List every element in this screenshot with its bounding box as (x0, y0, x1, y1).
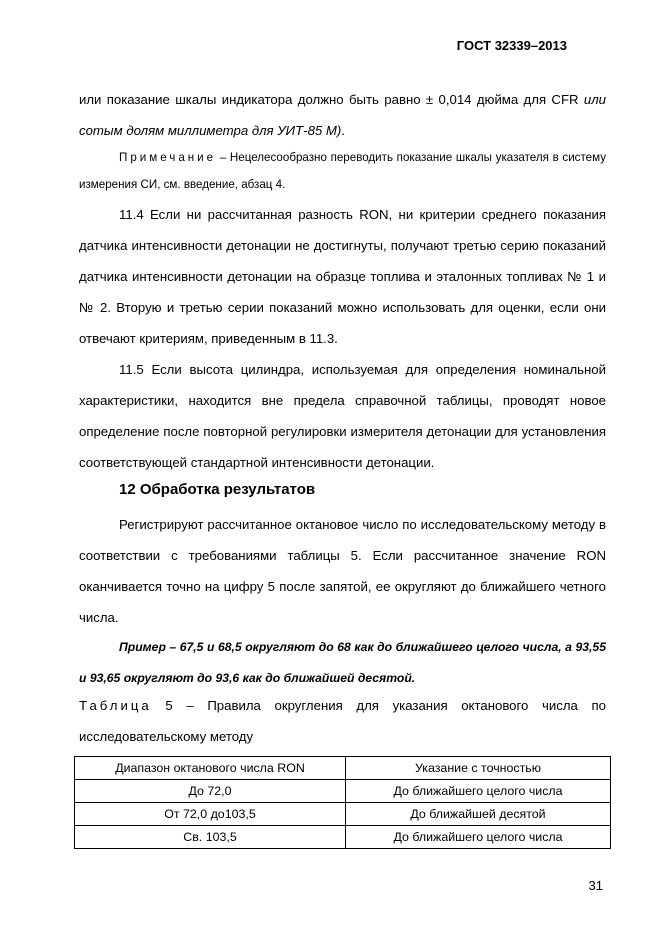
table-cell: Св. 103,5 (75, 826, 346, 849)
paragraph-continuation-text: или показание шкалы индикатора должно быть равно ± 0,014 дюйма для CFR (79, 92, 584, 107)
rounding-table (74, 756, 611, 849)
table-caption (79, 690, 606, 752)
page-number: 31 (588, 878, 603, 893)
table-cell: До 72,0 (75, 780, 346, 803)
example: Пример – 67,5 и 68,5 округляют до 68 как до ближайшего целого числа, а 93,55 и 93,65 округляют до 93,6 как до ближайшей десятой. (79, 640, 606, 685)
table-cell: До ближайшего целого числа (346, 780, 611, 803)
paragraph-continuation (79, 84, 606, 146)
table-cell: До ближайшей десятой (346, 803, 611, 826)
section-12-heading: 12 Обработка результатов (119, 481, 316, 498)
paragraph-11-5: 11.5 Если высота цилиндра, используемая для определения номинальной характеристики, находится вне предела справочной таблицы, проводят новое определение после повторной регулировки измерителя детонации для установления соответствующей стандартной интенсивности детонации. (79, 362, 606, 470)
note-label: Примечание (119, 151, 217, 164)
table-header-cell: Диапазон октанового числа RON (75, 757, 346, 780)
table-cell: До ближайшего целого числа (346, 826, 611, 849)
paragraph-continuation-italic: или сотым долям миллиметра для УИТ-85 М) (79, 92, 606, 138)
table-header-row (75, 757, 611, 780)
paragraph-continuation-end: . (341, 123, 345, 138)
table-row (75, 803, 611, 826)
table-cell: От 72,0 до103,5 (75, 803, 346, 826)
paragraph-11-4: 11.4 Если ни рассчитанная разность RON, ни критерии среднего показания датчика интенсивности детонации не достигнуты, получают третью серию показаний датчика интенсивности детонации на образце топлива и эталонных топливах № 1 и № 2. Вторую и третью серии показаний можно использовать для оценки, если они отвечают критериям, приведенным в 11.3. (79, 207, 606, 346)
table-row (75, 780, 611, 803)
note-text: – Нецелесообразно переводить показание шкалы указателя в систему измерения СИ, см. введение, абзац 4. (79, 151, 606, 191)
table-caption-label: Таблица (79, 698, 152, 713)
table-header-cell: Указание с точностью (346, 757, 611, 780)
table-row (75, 826, 611, 849)
paragraph-12: Регистрируют рассчитанное октановое число по исследовательскому методу в соответствии с требованиями таблицы 5. Если рассчитанное значение RON оканчивается точно на цифру 5 после запятой, ее округляют до ближайшего четного числа. (79, 517, 606, 625)
table-caption-text: 5 – Правила округления для указания октанового числа по исследовательскому методу (79, 698, 606, 744)
note (79, 144, 606, 198)
document-header: ГОСТ 32339–2013 (456, 38, 567, 53)
